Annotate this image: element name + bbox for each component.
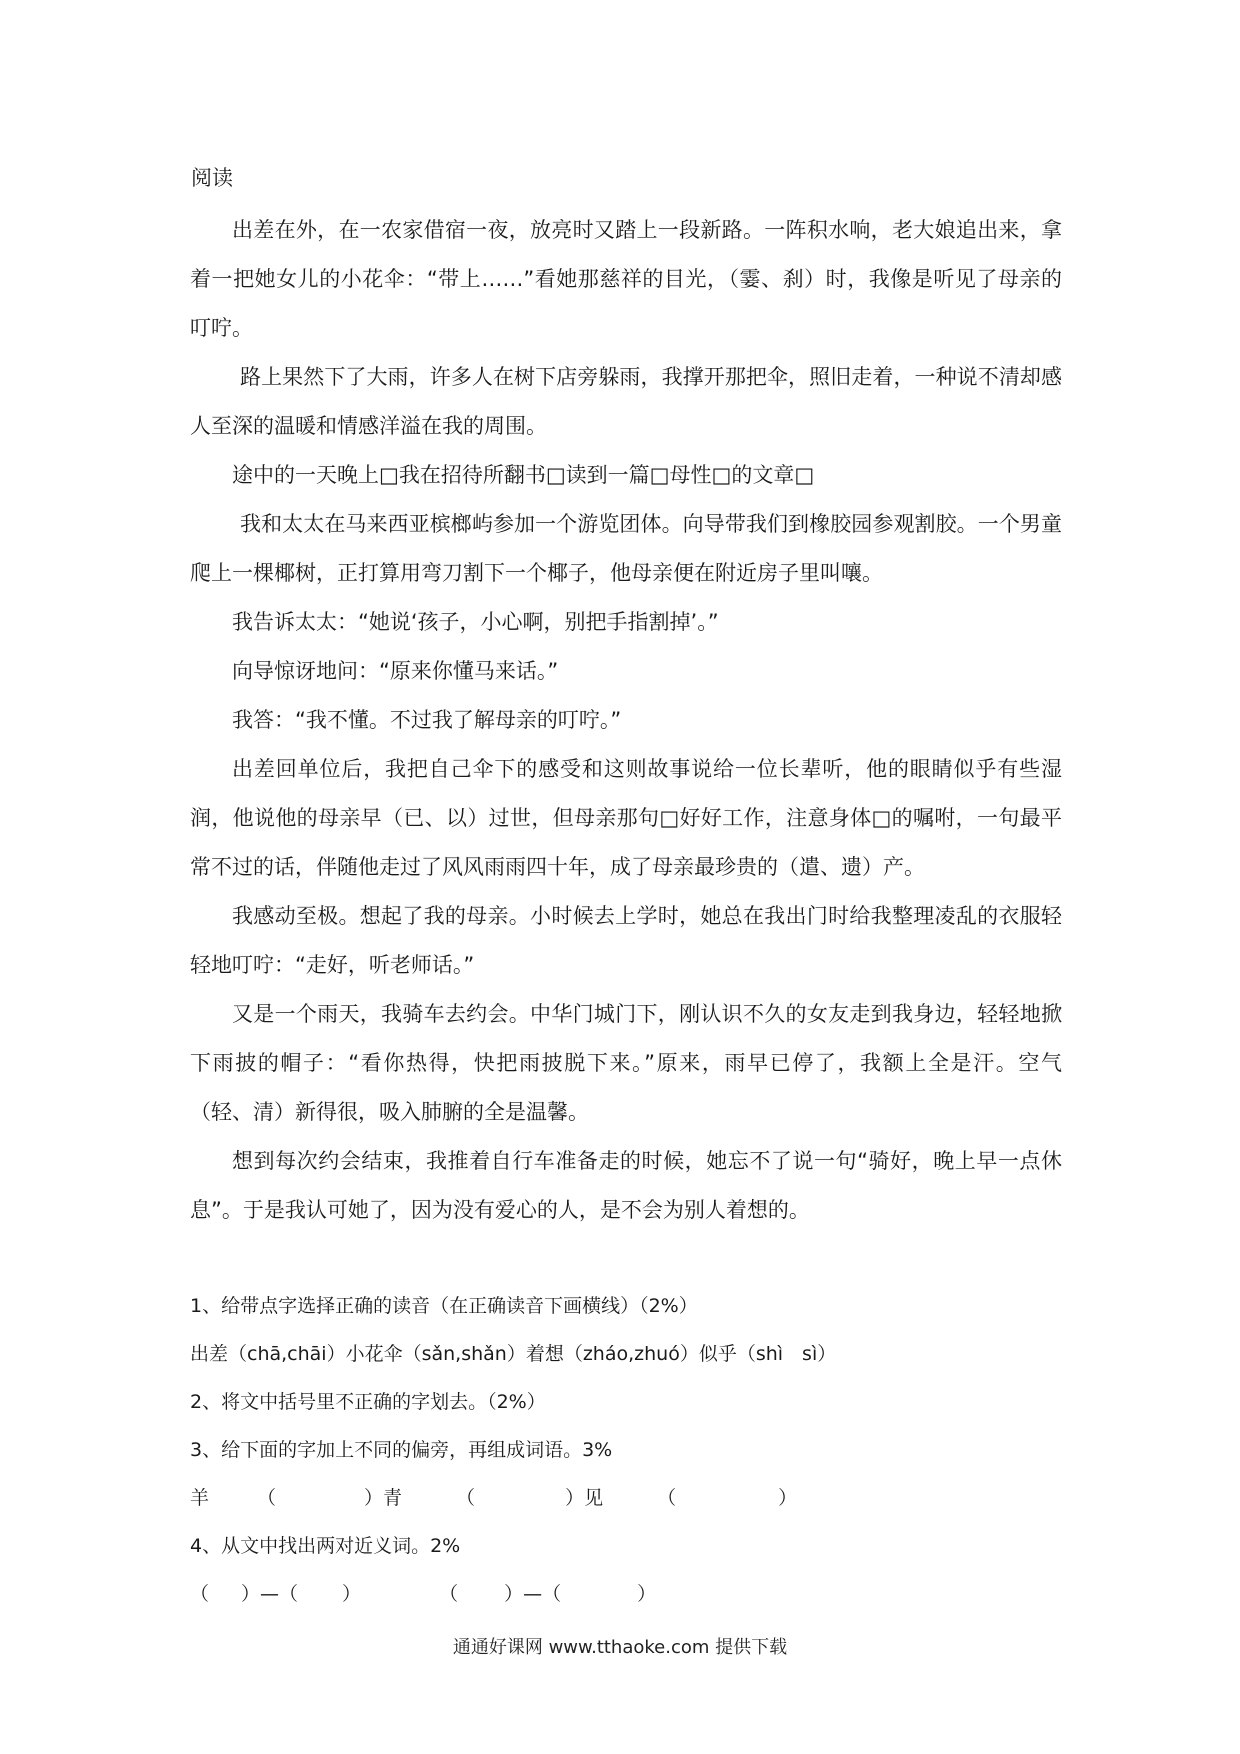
question-1: 1、给带点字选择正确的读音（在正确读音下画横线）（2%）	[190, 1295, 698, 1317]
passage-paragraph: 向导惊讶地问：“原来你懂马来话。”	[232, 659, 559, 683]
question-3: 3、给下面的字加上不同的偏旁，再组成词语。3%	[190, 1439, 613, 1461]
blank-open-paren: （	[456, 1487, 476, 1509]
question-2: 2、将文中括号里不正确的字划去。（2%）	[190, 1391, 546, 1413]
q3-char-1: 羊	[190, 1487, 210, 1509]
passage-paragraph: 出差在外，在一农家借宿一夜，放亮时又踏上一段新路。一阵积水响，老大娘追出来，拿着一把她女儿的小花伞：“带上……”看她那慈祥的目光，（霎、刹）时，我像是听见了母亲的叮咛。	[190, 218, 1062, 340]
blank-open-paren: （	[542, 1583, 562, 1605]
section-title: 阅读	[191, 166, 233, 190]
blank-close-paren: ）	[504, 1583, 524, 1605]
question-4: 4、从文中找出两对近义词。2%	[190, 1535, 461, 1557]
blank-close-paren: ）	[778, 1487, 798, 1509]
passage-paragraph: 又是一个雨天，我骑车去约会。中华门城门下，刚认识不久的女友走到我身边，轻轻地掀下雨披的帽子：“看你热得，快把雨披脱下来。”原来，雨早已停了，我额上全是汗。空气（轻、清）新得很，吸入肺腑的全是温馨。	[190, 1002, 1062, 1124]
question-4-blanks	[190, 1570, 1062, 1618]
reading-passage	[190, 206, 1062, 1235]
passage-paragraph: 我感动至极。想起了我的母亲。小时候去上学时，她总在我出门时给我整理凌乱的衣服轻轻地叮咛：“走好，听老师话。”	[190, 904, 1062, 977]
dash: —	[260, 1583, 280, 1605]
q3-char-2: ）青	[364, 1487, 403, 1509]
q3-char-3: ）见	[565, 1487, 604, 1509]
question-3-blanks	[190, 1474, 1062, 1522]
blank-close-paren: ）	[241, 1583, 261, 1605]
dash: —	[523, 1583, 543, 1605]
blank-close-paren: ）	[342, 1583, 362, 1605]
blank-close-paren: ）	[637, 1583, 657, 1605]
blank-open-paren: （	[279, 1583, 299, 1605]
question-list	[190, 1282, 1062, 1618]
passage-paragraph: 想到每次约会结束，我推着自行车准备走的时候，她忘不了说一句“骑好，晚上早一点休息”。于是我认可她了，因为没有爱心的人，是不会为别人着想的。	[190, 1149, 1062, 1222]
passage-paragraph: 路上果然下了大雨，许多人在树下店旁躲雨，我撑开那把伞，照旧走着，一种说不清却感人至深的温暖和情感洋溢在我的周围。	[190, 365, 1062, 438]
question-1-options: 出差（chā,chāi）小花伞（sǎn,shǎn）着想（zháo,zhuó）似乎（shì sì）	[190, 1343, 837, 1365]
passage-paragraph: 途中的一天晚上□我在招待所翻书□读到一篇□母性□的文章□	[232, 463, 815, 487]
passage-paragraph: 出差回单位后，我把自己伞下的感受和这则故事说给一位长辈听，他的眼睛似乎有些湿润，他说他的母亲早（已、以）过世，但母亲那句□好好工作，注意身体□的嘱咐，一句最平常不过的话，伴随他走过了风风雨雨四十年，成了母亲最珍贵的（遣、遗）产。	[190, 757, 1062, 879]
footer-credit: 通通好课网 www.tthaoke.com 提供下载	[452, 1637, 788, 1658]
blank-open-paren: （	[439, 1583, 459, 1605]
passage-paragraph: 我告诉太太：“她说‘孩子，小心啊，别把手指割掉’。”	[232, 610, 719, 634]
passage-paragraph: 我和太太在马来西亚槟榔屿参加一个游览团体。向导带我们到橡胶园参观割胶。一个男童爬上一棵椰树，正打算用弯刀割下一个椰子，他母亲便在附近房子里叫嚷。	[190, 512, 1062, 585]
blank-open-paren: （	[657, 1487, 677, 1509]
blank-open-paren: （	[190, 1583, 210, 1605]
passage-paragraph: 我答：“我不懂。不过我了解母亲的叮咛。”	[232, 708, 622, 732]
blank-open-paren: （	[257, 1487, 277, 1509]
